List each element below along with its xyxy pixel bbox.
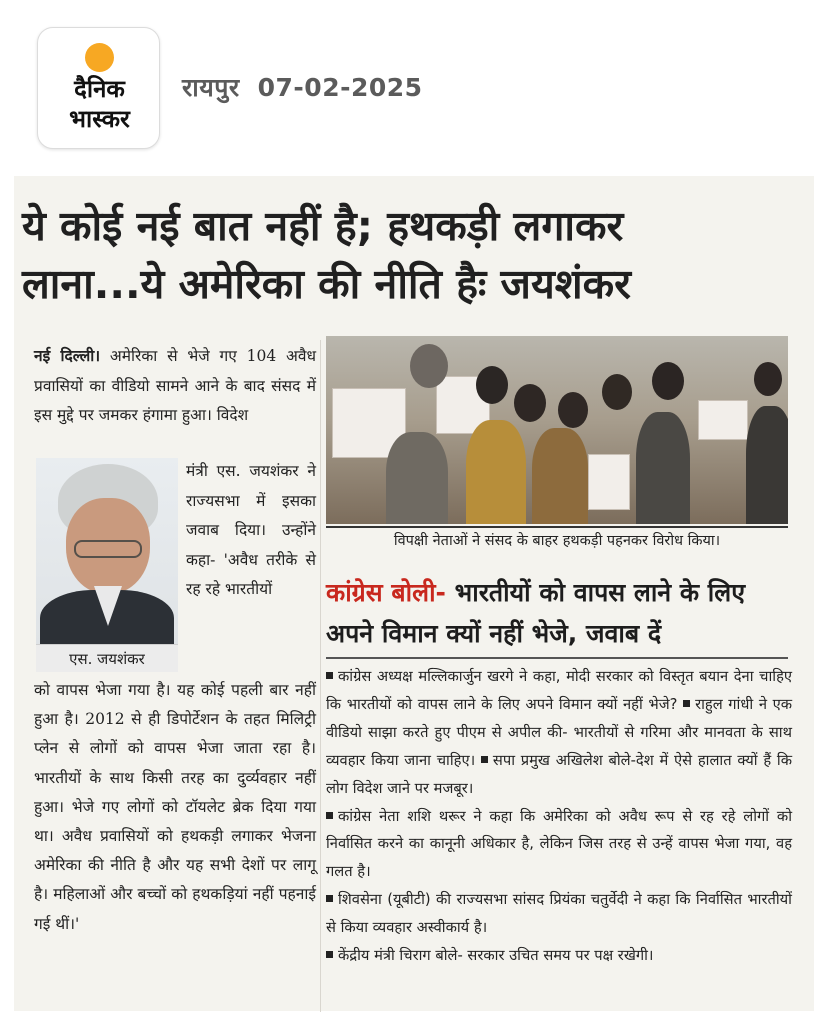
lead-text: अमेरिका से भेजे गए 104 अवैध प्रवासियों का वीडियो सामने आने के बाद संसद में इस मुद्दे पर जमकर हंगामा हुआ। विदेश: [34, 347, 316, 424]
edition-city: रायपुर: [182, 73, 240, 102]
sub-headline: [326, 572, 796, 654]
headline-line-2: लाना...ये अमेरिका की नीति हैः जयशंकर: [22, 260, 631, 308]
headline-line-1: ये कोई नई बात नहीं है; हथकड़ी लगाकर: [22, 202, 624, 250]
story-bottom-paragraph: को वापस भेजा गया है। यह कोई पहली बार नहीं हुआ है। 2012 से ही डिपोर्टेशन के तहत मिलिट्री प्लेन से लोगों को वापस भेजा जाता रहा है। भारतीयों के साथ किसी तरह का दुर्व्यवहार नहीं हुआ। भेजे गए लोगों को टॉयलेट ब्रेक दिया गया था। अवैध प्रवासियों को हथकड़ी लगाकर भेजना अमेरिका की नीति है और यह सभी देशों पर लागू है। महिलाओं और बच्चों को हथकड़ियां नहीं पहनाई गई थीं।': [34, 681, 316, 933]
bullet-square-icon: [683, 700, 690, 707]
sub-headline-rule: [326, 657, 788, 659]
bullet-paragraph-3: [326, 886, 792, 942]
bullet-paragraph-4: [326, 942, 792, 970]
photo-caption: विपक्षी नेताओं ने संसद के बाहर हथकड़ी पहनकर विरोध किया।: [326, 526, 788, 552]
bullet-text: शिवसेना (यूबीटी) की राज्यसभा सांसद प्रियंका चतुर्वेदी ने कहा कि निर्वासित भारतीयों से किया व्यवहार अस्वीकार्य है।: [326, 891, 792, 937]
protest-photo: [326, 336, 788, 524]
bullet-square-icon: [326, 672, 333, 679]
logo-text-line2: भास्कर: [69, 105, 130, 133]
bullet-square-icon: [326, 812, 333, 819]
bullet-paragraph-2: [326, 803, 792, 887]
bullet-square-icon: [481, 756, 488, 763]
edition-date: 07-02-2025: [257, 73, 423, 102]
sub-headline-text: भारतीयों को वापस लाने के लिए अपने विमान क्यों नहीं भेजे, जवाब दें: [326, 578, 746, 648]
dainik-bhaskar-logo: [37, 27, 160, 149]
bullet-text: राहुल गांधी ने एक वीडियो साझा करते हुए पीएम से अपील की- भारतीयों से गरिमा और मानवता के साथ व्यवहार किया जाना चाहिए।: [326, 695, 793, 769]
edition-meta: [182, 70, 441, 104]
bullet-text: कांग्रेस नेता शशि थरूर ने कहा कि अमेरिका को अवैध रूप से रह रहे लोगों को निर्वासित करने का कानूनी अधिकार है, लेकिन जिस तरह से उन्हें वापस भेजा गया, वह गलत है।: [326, 807, 792, 881]
portrait-caption: एस. जयशंकर: [36, 644, 178, 672]
bullet-square-icon: [326, 951, 333, 958]
main-headline: [22, 197, 802, 313]
bullet-text: कांग्रेस अध्यक्ष मल्लिकार्जुन खरगे ने कहा, मोदी सरकार को विस्तृत बयान देना चाहिए कि भारतीयों को वापस लाने के लिए अपने विमान क्यों नहीं भेजे?: [326, 668, 792, 713]
column-divider: [320, 340, 321, 1012]
sun-icon: [85, 43, 114, 72]
story-narrow-paragraph: मंत्री एस. जयशंकर ने राज्यसभा में इसका जवाब दिया। उन्होंने कहा- 'अवैध तरीके से रह रहे भारतीयों: [186, 462, 316, 598]
bullet-text: केंद्रीय मंत्री चिराग बोले- सरकार उचित समय पर पक्ष रखेगी।: [338, 947, 654, 965]
story-lead-paragraph: [34, 341, 316, 431]
reaction-bullets: [326, 663, 792, 970]
logo-text-line1: दैनिक: [74, 75, 125, 103]
bullet-text: सपा प्रमुख अखिलेश बोले-देश में ऐसे हालात क्यों हैं कि लोग विदेश जाने पर मजबूर।: [326, 751, 792, 797]
bullet-square-icon: [326, 895, 333, 902]
jaishankar-portrait: [36, 458, 178, 644]
bullet-paragraph-1: [326, 663, 792, 803]
sub-headline-label: कांग्रेस बोली-: [326, 578, 446, 607]
dateline: नई दिल्ली।: [34, 346, 101, 365]
